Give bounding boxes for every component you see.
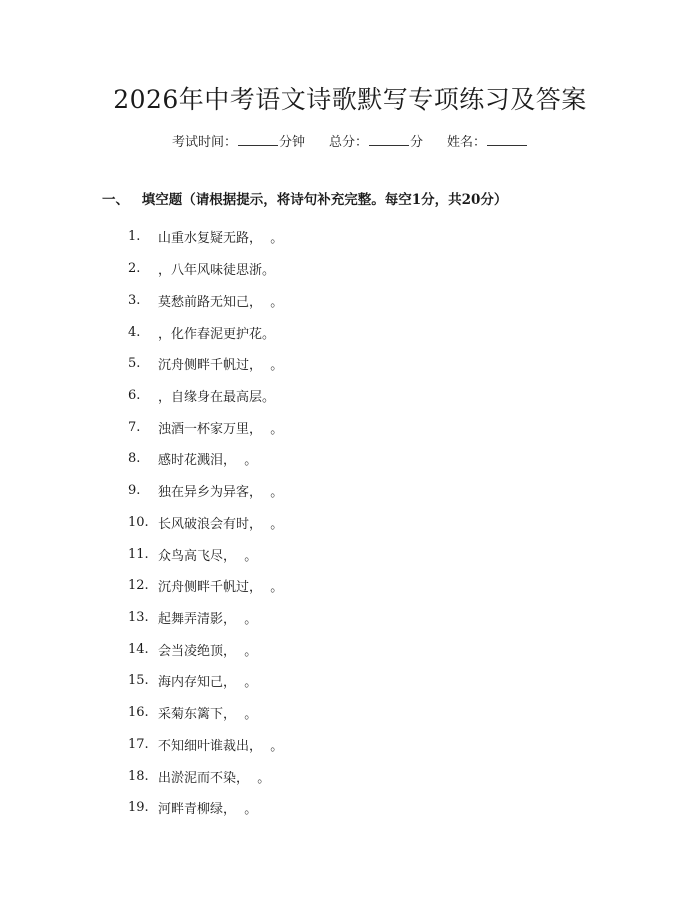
exam-time-field [172,131,305,153]
question-number: 2. [128,261,141,277]
question-item [128,792,648,824]
question-item [128,348,648,380]
total-score-label: 总分： [328,135,368,150]
section-number: 一、 [102,192,129,208]
question-text: ，自缘身在最高层。 [158,389,276,405]
question-text: 感时花溅泪， 。 [158,453,258,469]
question-text: 浊酒一杯家万里， 。 [158,421,284,437]
student-name-field [447,131,528,153]
question-number: 5. [128,356,141,372]
question-number: 18. [128,768,149,784]
question-item [128,760,648,792]
exam-time-label: 考试时间： [171,135,237,150]
question-item [128,380,648,412]
question-number: 12. [128,578,149,594]
section-heading [102,190,507,210]
question-number: 6. [128,387,141,403]
question-text: 独在异乡为异客， 。 [158,485,284,501]
question-list [128,221,648,824]
question-text: 山重水复疑无路， 。 [158,231,284,247]
document-title: 2026年中考语文诗歌默写专项练习及答案 [113,85,587,114]
question-item [128,570,648,602]
question-item [128,538,648,570]
question-text: 莫愁前路无知己， 。 [158,294,284,310]
question-text: 沉舟侧畔千帆过， 。 [158,580,284,596]
question-number: 9. [128,483,141,499]
question-number: 11. [128,546,149,562]
question-text: ，化作春泥更护花。 [158,326,276,342]
question-text: 不知细叶谁裁出， 。 [158,738,284,754]
question-item [128,316,648,348]
question-item [128,284,648,316]
total-score-field [329,131,423,153]
question-text: 采菊东篱下， 。 [158,707,258,723]
question-item [128,475,648,507]
question-text: 海内存知己， 。 [158,675,258,691]
question-number: 19. [128,800,149,816]
question-item [128,665,648,697]
question-number: 4. [128,324,141,340]
question-text: 沉舟侧畔千帆过， 。 [158,358,284,374]
question-number: 1. [128,229,141,245]
question-item [128,411,648,443]
question-item [128,506,648,538]
question-number: 7. [128,419,141,435]
question-item [128,602,648,634]
question-text: ，八年风味徒思浙。 [158,263,276,279]
question-text: 长风破浪会有时， 。 [158,516,284,532]
student-name-label: 姓名： [447,135,487,150]
question-number: 15. [128,673,149,689]
exam-time-unit: 分钟 [278,135,305,150]
question-item [128,253,648,285]
question-number: 3. [128,292,141,308]
question-item [128,633,648,665]
student-name-blank [487,131,527,146]
question-number: 14. [128,641,149,657]
question-number: 16. [128,705,149,721]
question-text: 会当凌绝顶， 。 [158,643,258,659]
section-instructions: 填空题（请根据提示，将诗句补充完整。每空1分，共20分） [141,192,508,208]
question-text: 河畔青柳绿， 。 [158,802,258,818]
exam-time-blank [238,131,278,146]
total-score-unit: 分 [410,135,424,150]
question-number: 10. [128,514,149,530]
question-text: 起舞弄清影， 。 [158,611,258,627]
question-item [128,443,648,475]
total-score-blank [369,131,409,146]
question-item [128,221,648,253]
question-item [128,729,648,761]
question-number: 13. [128,609,149,625]
question-number: 8. [128,451,141,467]
question-item [128,697,648,729]
question-text: 众鸟高飞尽， 。 [158,548,258,564]
question-text: 出淤泥而不染， 。 [158,770,271,786]
question-number: 17. [128,736,149,752]
exam-info-row [0,131,700,153]
